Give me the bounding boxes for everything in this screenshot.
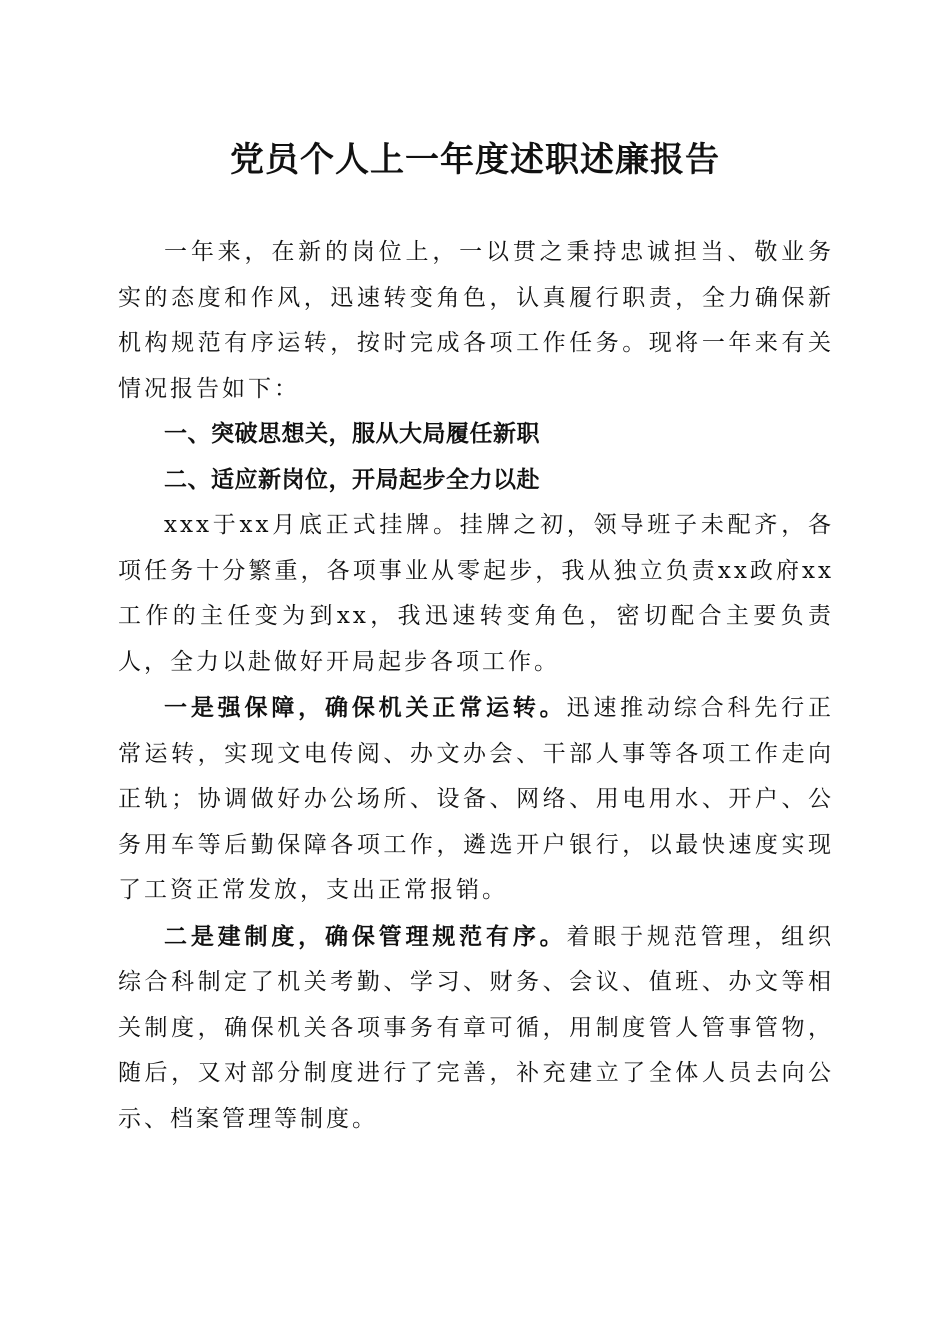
paragraph-2-lead: 一是强保障，确保机关正常运转。 (164, 694, 567, 721)
paragraph-2 (118, 685, 834, 914)
paragraph-2-text: 迅速推动综合科先行正常运转，实现文电传阅、办文办会、干部人事等各项工作走向正轨；协调做好办公场所、设备、网络、用电用水、开户、公务用车等后勤保障各项工作，遴选开户银行，以最快速度实现了工资正常发放，支出正常报销。 (118, 695, 835, 903)
document-title: 党员个人上一年度述职述廉报告 (230, 140, 720, 180)
section-heading-2: 二、适应新岗位，开局起步全力以赴 (164, 466, 540, 493)
paragraph-3 (118, 914, 834, 1143)
document-body (118, 230, 834, 1142)
paragraph-3-lead: 二是建制度，确保管理规范有序。 (164, 922, 567, 950)
paragraph-1: xxx于xx月底正式挂牌。挂牌之初，领导班子未配齐，各项任务十分繁重，各项事业从零起步，我从独立负责xx政府xx工作的主任变为到xx，我迅速转变角色，密切配合主要负责人，全力以赴做好开局起步各项工作。 (118, 512, 834, 675)
intro-paragraph: 一年来，在新的岗位上，一以贯之秉持忠诚担当、敬业务实的态度和作风，迅速转变角色，认真履行职责，全力确保新机构规范有序运转，按时完成各项工作任务。现将一年来有关情况报告如下： (118, 239, 834, 402)
paragraph-3-text: 着眼于规范管理，组织综合科制定了机关考勤、学习、财务、会议、值班、办文等相关制度，确保机关各项事务有章可循，用制度管人管事管物，随后，又对部分制度进行了完善，补充建立了全体人员去向公示、档案管理等制度。 (118, 923, 835, 1132)
section-heading-1: 一、突破思想关，服从大局履任新职 (164, 421, 540, 447)
